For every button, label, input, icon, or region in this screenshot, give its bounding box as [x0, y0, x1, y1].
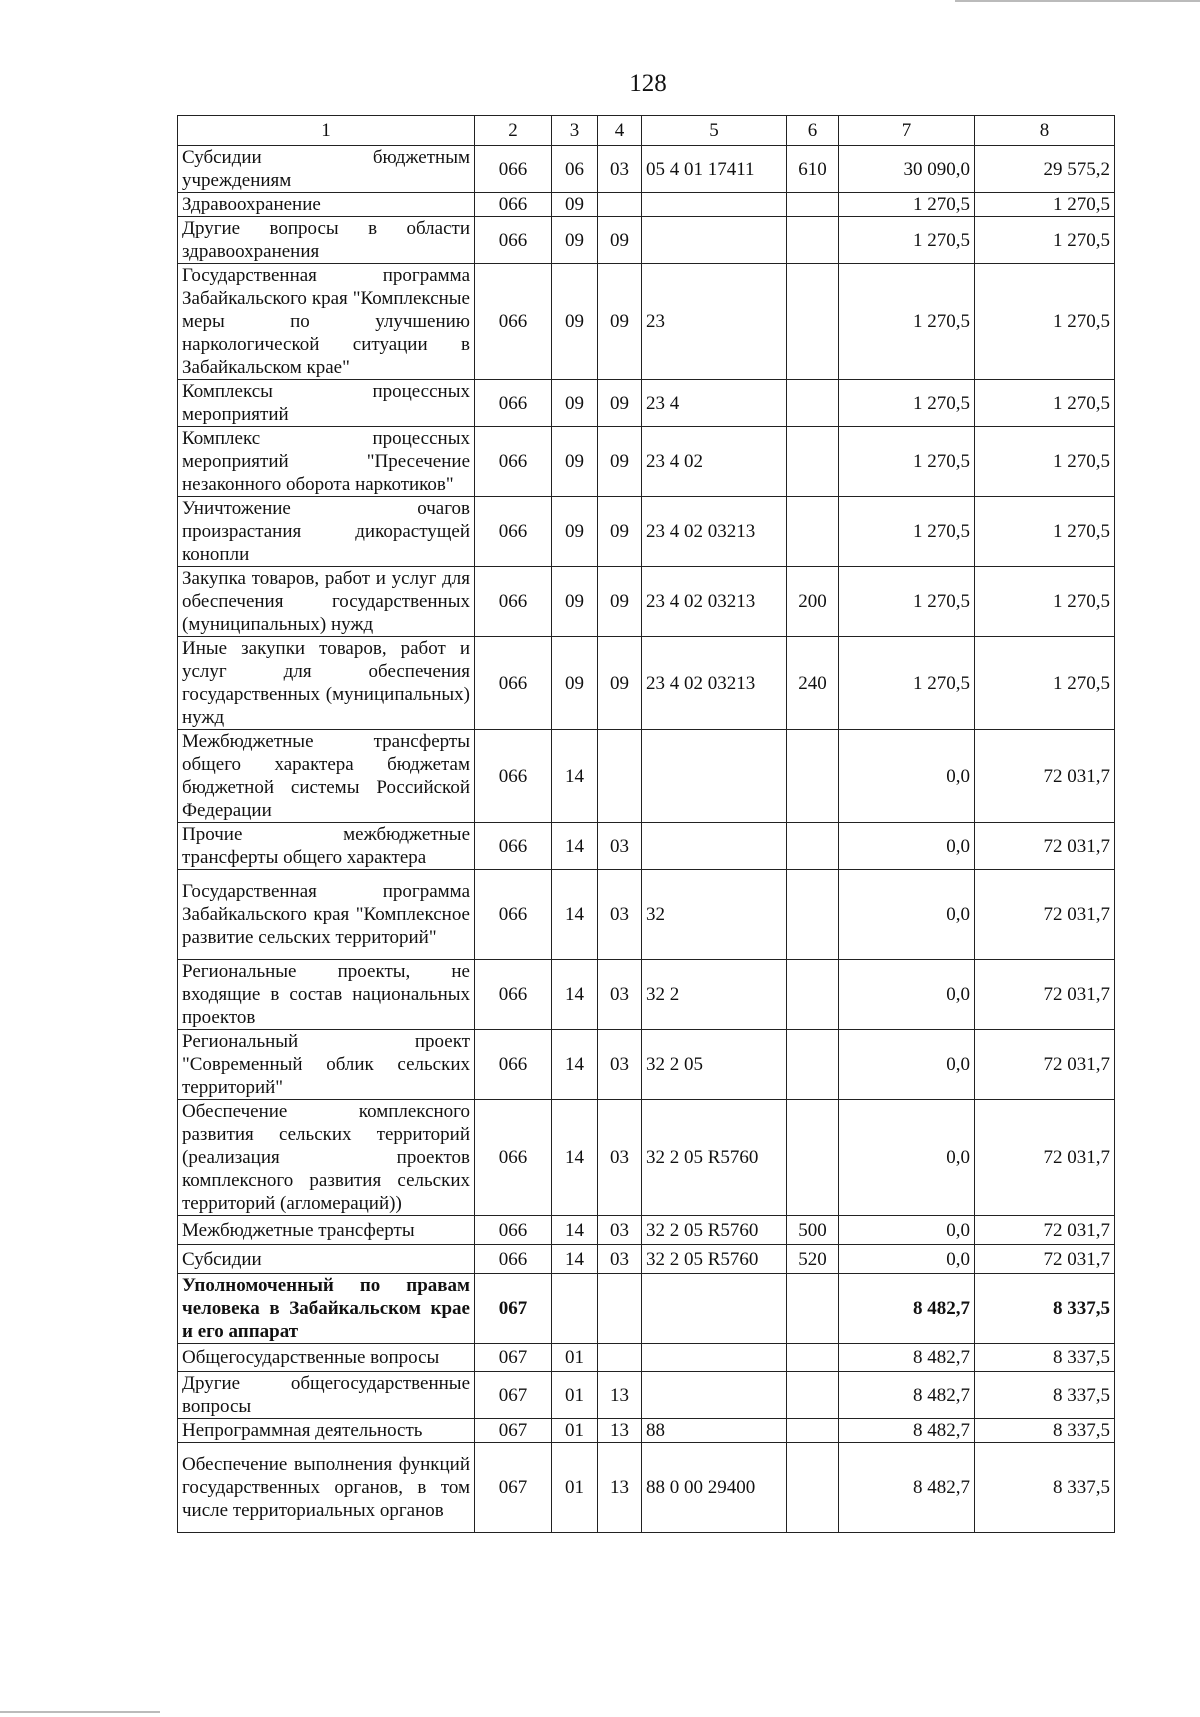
header-cell: 2	[475, 116, 552, 146]
amount-year2-cell: 72 031,7	[975, 1216, 1115, 1245]
section-code-cell: 01	[552, 1443, 598, 1533]
expense-type-cell	[787, 497, 839, 567]
target-article-cell: 32	[642, 870, 787, 960]
subsection-code-cell: 09	[598, 567, 642, 637]
expense-type-cell	[787, 1419, 839, 1443]
amount-year2-cell: 72 031,7	[975, 730, 1115, 823]
subsection-code-cell	[598, 1274, 642, 1344]
section-code-cell	[552, 1274, 598, 1344]
admin-code-cell: 066	[475, 380, 552, 427]
amount-year2-cell: 72 031,7	[975, 823, 1115, 870]
table-row	[178, 1100, 1115, 1216]
admin-code-cell: 067	[475, 1274, 552, 1344]
amount-year2-cell: 72 031,7	[975, 870, 1115, 960]
target-article-cell: 23 4 02 03213	[642, 567, 787, 637]
admin-code-cell: 066	[475, 217, 552, 264]
expense-type-cell	[787, 960, 839, 1030]
target-article-cell: 23 4 02 03213	[642, 497, 787, 567]
subsection-code-cell: 09	[598, 637, 642, 730]
section-code-cell: 14	[552, 1030, 598, 1100]
amount-year2-cell: 8 337,5	[975, 1274, 1115, 1344]
target-article-cell	[642, 1372, 787, 1419]
admin-code-cell: 066	[475, 730, 552, 823]
expense-type-cell	[787, 1274, 839, 1344]
amount-year2-cell: 72 031,7	[975, 1245, 1115, 1274]
subsection-code-cell: 09	[598, 497, 642, 567]
amount-year2-cell: 1 270,5	[975, 264, 1115, 380]
target-article-cell: 23 4 02 03213	[642, 637, 787, 730]
expense-type-cell	[787, 1344, 839, 1372]
section-code-cell: 14	[552, 1216, 598, 1245]
table-row	[178, 1344, 1115, 1372]
subsection-code-cell: 03	[598, 1245, 642, 1274]
expense-type-cell	[787, 427, 839, 497]
item-name-cell: Здравоохранение	[178, 193, 475, 217]
section-code-cell: 01	[552, 1372, 598, 1419]
table-row	[178, 146, 1115, 193]
item-name-cell: Региональные проекты, не входящие в состав национальных проектов	[178, 960, 475, 1030]
amount-year2-cell: 72 031,7	[975, 960, 1115, 1030]
admin-code-cell: 066	[475, 823, 552, 870]
expense-type-cell: 520	[787, 1245, 839, 1274]
item-name-cell: Закупка товаров, работ и услуг для обеспечения государственных (муниципальных) нужд	[178, 567, 475, 637]
expense-type-cell	[787, 870, 839, 960]
item-name-cell: Уничтожение очагов произрастания дикорастущей конопли	[178, 497, 475, 567]
amount-year1-cell: 1 270,5	[839, 637, 975, 730]
amount-year1-cell: 1 270,5	[839, 427, 975, 497]
admin-code-cell: 066	[475, 637, 552, 730]
admin-code-cell: 067	[475, 1372, 552, 1419]
amount-year2-cell: 8 337,5	[975, 1443, 1115, 1533]
amount-year1-cell: 1 270,5	[839, 567, 975, 637]
item-name-cell: Обеспечение выполнения функций государственных органов, в том числе территориальных органов	[178, 1443, 475, 1533]
admin-code-cell: 066	[475, 146, 552, 193]
item-name-cell: Комплексы процессных мероприятий	[178, 380, 475, 427]
amount-year1-cell: 0,0	[839, 960, 975, 1030]
section-code-cell: 01	[552, 1344, 598, 1372]
item-name-cell: Комплекс процессных мероприятий "Пресечение незаконного оборота наркотиков"	[178, 427, 475, 497]
subsection-code-cell: 09	[598, 217, 642, 264]
subsection-code-cell: 13	[598, 1372, 642, 1419]
table-row	[178, 427, 1115, 497]
subsection-code-cell: 03	[598, 146, 642, 193]
item-name-cell: Другие вопросы в области здравоохранения	[178, 217, 475, 264]
target-article-cell: 23	[642, 264, 787, 380]
amount-year1-cell: 0,0	[839, 730, 975, 823]
admin-code-cell: 066	[475, 870, 552, 960]
expense-type-cell	[787, 1443, 839, 1533]
section-code-cell: 06	[552, 146, 598, 193]
amount-year2-cell: 1 270,5	[975, 193, 1115, 217]
amount-year1-cell: 8 482,7	[839, 1344, 975, 1372]
section-code-cell: 14	[552, 870, 598, 960]
expense-type-cell	[787, 193, 839, 217]
header-cell: 5	[642, 116, 787, 146]
target-article-cell: 32 2 05 R5760	[642, 1245, 787, 1274]
target-article-cell: 23 4 02	[642, 427, 787, 497]
subsection-code-cell: 13	[598, 1443, 642, 1533]
subsection-code-cell: 09	[598, 264, 642, 380]
amount-year2-cell: 8 337,5	[975, 1372, 1115, 1419]
amount-year1-cell: 30 090,0	[839, 146, 975, 193]
subsection-code-cell: 09	[598, 427, 642, 497]
item-name-cell: Непрограммная деятельность	[178, 1419, 475, 1443]
subsection-code-cell	[598, 193, 642, 217]
amount-year1-cell: 8 482,7	[839, 1274, 975, 1344]
target-article-cell: 32 2 05 R5760	[642, 1216, 787, 1245]
admin-code-cell: 066	[475, 497, 552, 567]
section-code-cell: 14	[552, 823, 598, 870]
target-article-cell: 23 4	[642, 380, 787, 427]
item-name-cell: Межбюджетные трансферты общего характера бюджетам бюджетной системы Российской Федерации	[178, 730, 475, 823]
amount-year1-cell: 8 482,7	[839, 1419, 975, 1443]
table-row	[178, 1274, 1115, 1344]
expense-type-cell	[787, 217, 839, 264]
table-row	[178, 637, 1115, 730]
admin-code-cell: 066	[475, 1030, 552, 1100]
amount-year1-cell: 1 270,5	[839, 193, 975, 217]
item-name-cell: Уполномоченный по правам человека в Забайкальском крае и его аппарат	[178, 1274, 475, 1344]
table-row	[178, 960, 1115, 1030]
table-row	[178, 193, 1115, 217]
amount-year2-cell: 1 270,5	[975, 380, 1115, 427]
scan-edge-top	[955, 0, 1200, 2]
amount-year1-cell: 0,0	[839, 823, 975, 870]
admin-code-cell: 067	[475, 1443, 552, 1533]
section-code-cell: 09	[552, 567, 598, 637]
item-name-cell: Общегосударственные вопросы	[178, 1344, 475, 1372]
expense-type-cell	[787, 1100, 839, 1216]
section-code-cell: 09	[552, 193, 598, 217]
subsection-code-cell: 03	[598, 960, 642, 1030]
amount-year2-cell: 8 337,5	[975, 1344, 1115, 1372]
section-code-cell: 01	[552, 1419, 598, 1443]
header-cell: 8	[975, 116, 1115, 146]
table-row	[178, 730, 1115, 823]
scan-edge-bottom	[0, 1711, 160, 1713]
amount-year2-cell: 1 270,5	[975, 427, 1115, 497]
amount-year2-cell: 72 031,7	[975, 1030, 1115, 1100]
table-row	[178, 497, 1115, 567]
table-row	[178, 1216, 1115, 1245]
expense-type-cell	[787, 730, 839, 823]
item-name-cell: Субсидии	[178, 1245, 475, 1274]
target-article-cell	[642, 1274, 787, 1344]
section-code-cell: 09	[552, 217, 598, 264]
admin-code-cell: 066	[475, 1216, 552, 1245]
table-row	[178, 870, 1115, 960]
admin-code-cell: 067	[475, 1344, 552, 1372]
subsection-code-cell: 13	[598, 1419, 642, 1443]
table-row	[178, 1419, 1115, 1443]
amount-year1-cell: 1 270,5	[839, 264, 975, 380]
target-article-cell: 88	[642, 1419, 787, 1443]
target-article-cell	[642, 193, 787, 217]
admin-code-cell: 067	[475, 1419, 552, 1443]
subsection-code-cell: 03	[598, 870, 642, 960]
item-name-cell: Государственная программа Забайкальского края "Комплексное развитие сельских территорий"	[178, 870, 475, 960]
item-name-cell: Иные закупки товаров, работ и услуг для обеспечения государственных (муниципальных) нужд	[178, 637, 475, 730]
header-cell: 4	[598, 116, 642, 146]
amount-year1-cell: 8 482,7	[839, 1372, 975, 1419]
item-name-cell: Региональный проект "Современный облик сельских территорий"	[178, 1030, 475, 1100]
amount-year2-cell: 1 270,5	[975, 497, 1115, 567]
expense-type-cell: 500	[787, 1216, 839, 1245]
header-cell: 1	[178, 116, 475, 146]
admin-code-cell: 066	[475, 960, 552, 1030]
table-row	[178, 264, 1115, 380]
section-code-cell: 09	[552, 380, 598, 427]
target-article-cell	[642, 1344, 787, 1372]
admin-code-cell: 066	[475, 567, 552, 637]
expense-type-cell: 610	[787, 146, 839, 193]
expense-type-cell: 200	[787, 567, 839, 637]
admin-code-cell: 066	[475, 1245, 552, 1274]
item-name-cell: Обеспечение комплексного развития сельских территорий (реализация проектов комплексного развития сельских территорий (агломераций))	[178, 1100, 475, 1216]
item-name-cell: Межбюджетные трансферты	[178, 1216, 475, 1245]
table-body	[178, 146, 1115, 1533]
amount-year1-cell: 0,0	[839, 1245, 975, 1274]
table-header	[178, 116, 1115, 146]
header-row	[178, 116, 1115, 146]
table-row	[178, 217, 1115, 264]
target-article-cell	[642, 730, 787, 823]
amount-year2-cell: 1 270,5	[975, 637, 1115, 730]
amount-year1-cell: 1 270,5	[839, 217, 975, 264]
expense-type-cell	[787, 264, 839, 380]
target-article-cell	[642, 823, 787, 870]
subsection-code-cell	[598, 730, 642, 823]
admin-code-cell: 066	[475, 193, 552, 217]
section-code-cell: 14	[552, 960, 598, 1030]
expense-type-cell: 240	[787, 637, 839, 730]
header-cell: 3	[552, 116, 598, 146]
section-code-cell: 14	[552, 1100, 598, 1216]
amount-year1-cell: 1 270,5	[839, 380, 975, 427]
amount-year1-cell: 0,0	[839, 1216, 975, 1245]
table-row	[178, 1030, 1115, 1100]
table-row	[178, 823, 1115, 870]
amount-year1-cell: 1 270,5	[839, 497, 975, 567]
item-name-cell: Государственная программа Забайкальского края "Комплексные меры по улучшению наркологической ситуации в Забайкальском крае"	[178, 264, 475, 380]
admin-code-cell: 066	[475, 427, 552, 497]
amount-year2-cell: 1 270,5	[975, 217, 1115, 264]
amount-year1-cell: 0,0	[839, 1100, 975, 1216]
amount-year1-cell: 0,0	[839, 1030, 975, 1100]
expense-type-cell	[787, 823, 839, 870]
section-code-cell: 09	[552, 427, 598, 497]
subsection-code-cell: 09	[598, 380, 642, 427]
admin-code-cell: 066	[475, 1100, 552, 1216]
amount-year2-cell: 1 270,5	[975, 567, 1115, 637]
section-code-cell: 09	[552, 497, 598, 567]
expense-type-cell	[787, 1372, 839, 1419]
target-article-cell: 32 2 05 R5760	[642, 1100, 787, 1216]
target-article-cell: 32 2 05	[642, 1030, 787, 1100]
item-name-cell: Другие общегосударственные вопросы	[178, 1372, 475, 1419]
subsection-code-cell: 03	[598, 1030, 642, 1100]
subsection-code-cell: 03	[598, 1100, 642, 1216]
header-cell: 7	[839, 116, 975, 146]
expense-type-cell	[787, 1030, 839, 1100]
table-row	[178, 1372, 1115, 1419]
amount-year2-cell: 29 575,2	[975, 146, 1115, 193]
item-name-cell: Прочие межбюджетные трансферты общего характера	[178, 823, 475, 870]
subsection-code-cell	[598, 1344, 642, 1372]
expense-type-cell	[787, 380, 839, 427]
amount-year1-cell: 8 482,7	[839, 1443, 975, 1533]
admin-code-cell: 066	[475, 264, 552, 380]
target-article-cell: 88 0 00 29400	[642, 1443, 787, 1533]
table-row	[178, 1245, 1115, 1274]
section-code-cell: 09	[552, 264, 598, 380]
amount-year2-cell: 8 337,5	[975, 1419, 1115, 1443]
page-number: 128	[629, 70, 667, 97]
table-row	[178, 567, 1115, 637]
section-code-cell: 09	[552, 637, 598, 730]
subsection-code-cell: 03	[598, 823, 642, 870]
target-article-cell	[642, 217, 787, 264]
section-code-cell: 14	[552, 730, 598, 823]
section-code-cell: 14	[552, 1245, 598, 1274]
header-cell: 6	[787, 116, 839, 146]
amount-year2-cell: 72 031,7	[975, 1100, 1115, 1216]
target-article-cell: 05 4 01 17411	[642, 146, 787, 193]
amount-year1-cell: 0,0	[839, 870, 975, 960]
table-row	[178, 1443, 1115, 1533]
subsection-code-cell: 03	[598, 1216, 642, 1245]
item-name-cell: Субсидии бюджетным учреждениям	[178, 146, 475, 193]
target-article-cell: 32 2	[642, 960, 787, 1030]
table-row	[178, 380, 1115, 427]
budget-table	[177, 115, 1115, 1533]
